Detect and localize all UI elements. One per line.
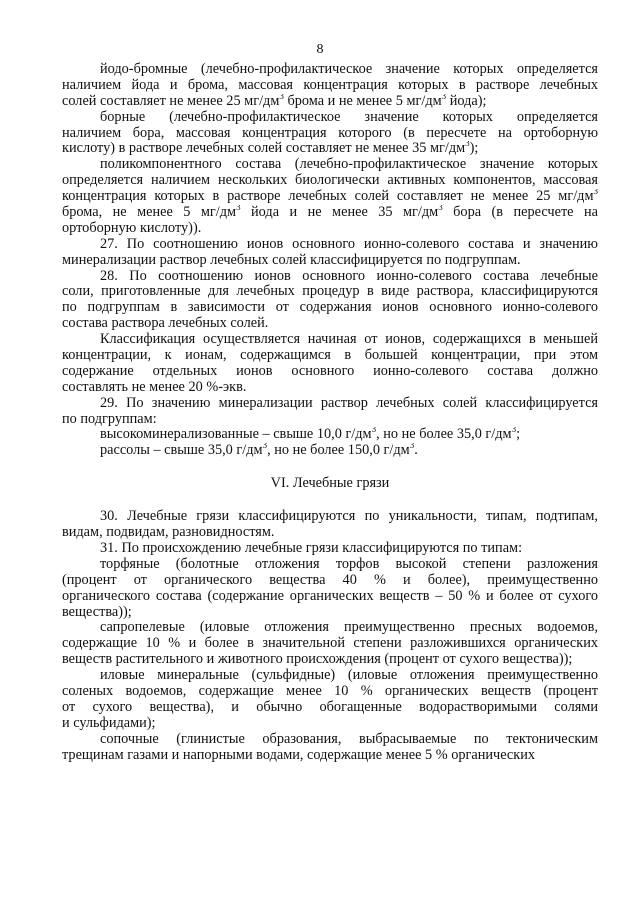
paragraph [62,332,598,396]
paragraph-line: определяется наличием нескольких биологически активных компонентов, массовая [62,173,598,189]
paragraph [62,396,598,428]
paragraph-line: наличием йода и брома, массовая концентрация которых в растворе лечебных [62,77,598,93]
paragraph-line: концентрация которых в растворе лечебных солей составляет не менее 25 $мг/дм^3$ [62,189,598,205]
paragraph [62,269,598,333]
paragraph-line: сопочные (глинистые образования, выбрасываемые по тектоническим [100,731,598,747]
paragraph-line: по подгруппам в зависимости от содержания ионов основного ионно-солевого [62,300,598,316]
section-spacer [62,492,598,509]
paragraph-line: по подгруппам: [62,411,157,427]
paragraph-line: Классификация осуществляется начиная от ионов, содержащихся в меньшей [100,332,598,348]
paragraph-line: от сухого вещества), и обычно обогащенные водорастворимыми солями [62,699,598,715]
paragraph-line: ортоборную кислоту)). [62,220,202,236]
paragraph-line: кислоту) в растворе лечебных солей составляет не менее 35 $мг/дм^3$); [62,141,479,157]
paragraph [62,427,598,443]
paragraph-line: соли, приготовленные для лечебных процедур в виде раствора, классифицируются [62,284,598,300]
paragraph-line: иловые минеральные (сульфидные) (иловые отложения преимущественно [100,668,598,684]
paragraph-line: поликомпонентного состава (лечебно-профилактическое значение которых [100,157,598,173]
paragraph [62,157,598,236]
paragraph-line: состава раствора лечебных солей. [62,316,269,332]
paragraph-line: минерализации раствор лечебных солей классифицируется по подгруппам. [62,252,521,268]
paragraph-line: (процент от органического вещества 40 % и более), преимущественно [62,572,598,588]
paragraph-line: высокоминерализованные – свыше 10,0 $г/дм^3$, но не более 35,0 $г/дм^3$; [100,427,521,443]
paragraph-line: трещинам газами и напорными водами, содержащие менее 5 % органических [62,747,535,763]
paragraph [62,110,598,158]
paragraph [62,237,598,269]
paragraph-line: и сульфидами); [62,715,156,731]
paragraph-line: концентрации, к ионам, содержащимся в большей концентрации, при этом [62,348,598,364]
document-body [62,62,598,763]
paragraph [62,620,598,668]
paragraph-line: органического состава (содержание органических веществ – 50 % и более от сухого [62,588,598,604]
paragraph-line: борные (лечебно-профилактическое значение которых определяется [100,109,598,125]
section-spacer [62,459,598,476]
paragraph-line: содержание отдельных ионов основного ионно-солевого состава должно [62,363,598,379]
paragraph-line: 28. По соотношению ионов основного ионно-солевого состава лечебные [100,268,598,284]
paragraph-line: 31. По происхождению лечебные грязи классифицируются по типам: [100,540,523,556]
paragraph-line: 27. По соотношению ионов основного ионно-солевого состава и значению [100,236,598,252]
paragraph-line: веществ растительного и животного происхождения (процент от сухого вещества)); [62,652,573,668]
paragraph-line: вещества)); [62,604,132,620]
paragraph-line: йодо-бромные (лечебно-профилактическое значение которых определяется [100,62,598,77]
paragraph-line: содержащие 10 % и более в значительной степени разложившихся органических [62,636,598,652]
paragraph [62,668,598,732]
paragraph-line: солей составляет не менее 25 $мг/дм^3$ брома и не менее 5 $мг/дм^3$ йода); [62,93,487,109]
paragraph-line: торфяные (болотные отложения торфов высокой степени разложения [100,556,598,572]
paragraph-line: рассолы – свыше 35,0 $г/дм^3$, но не более 150,0 $г/дм^3$. [100,443,418,459]
paragraph-line: составлять не менее 20 %-экв. [62,379,247,395]
paragraph-line: 30. Лечебные грязи классифицируются по уникальности, типам, подтипам, [100,509,598,525]
paragraph-line: соленых водоемов, содержащие менее 10 % органических веществ (процент [62,683,598,699]
paragraph-line: 29. По значению минерализации раствор лечебных солей классифицируется [100,395,598,411]
paragraph-line: брома, не менее 5 $мг/дм^3$ йода и не менее 35 $мг/дм^3$ бора (в пересчете на [62,205,598,221]
page-number: 8 [316,42,324,57]
paragraph [62,62,598,110]
paragraph-line: видам, подвидам, разновидностям. [62,525,275,541]
paragraph [62,443,598,459]
paragraph [62,557,598,621]
paragraph [62,732,598,764]
paragraph [62,541,598,557]
paragraph-line: наличием бора, массовая концентрация которого (в пересчете на ортоборную [62,125,598,141]
paragraph-line: сапропелевые (иловые отложения преимущественно пресных водоемов, [100,620,598,636]
paragraph [62,509,598,541]
section-heading: VI. Лечебные грязи [270,476,390,492]
